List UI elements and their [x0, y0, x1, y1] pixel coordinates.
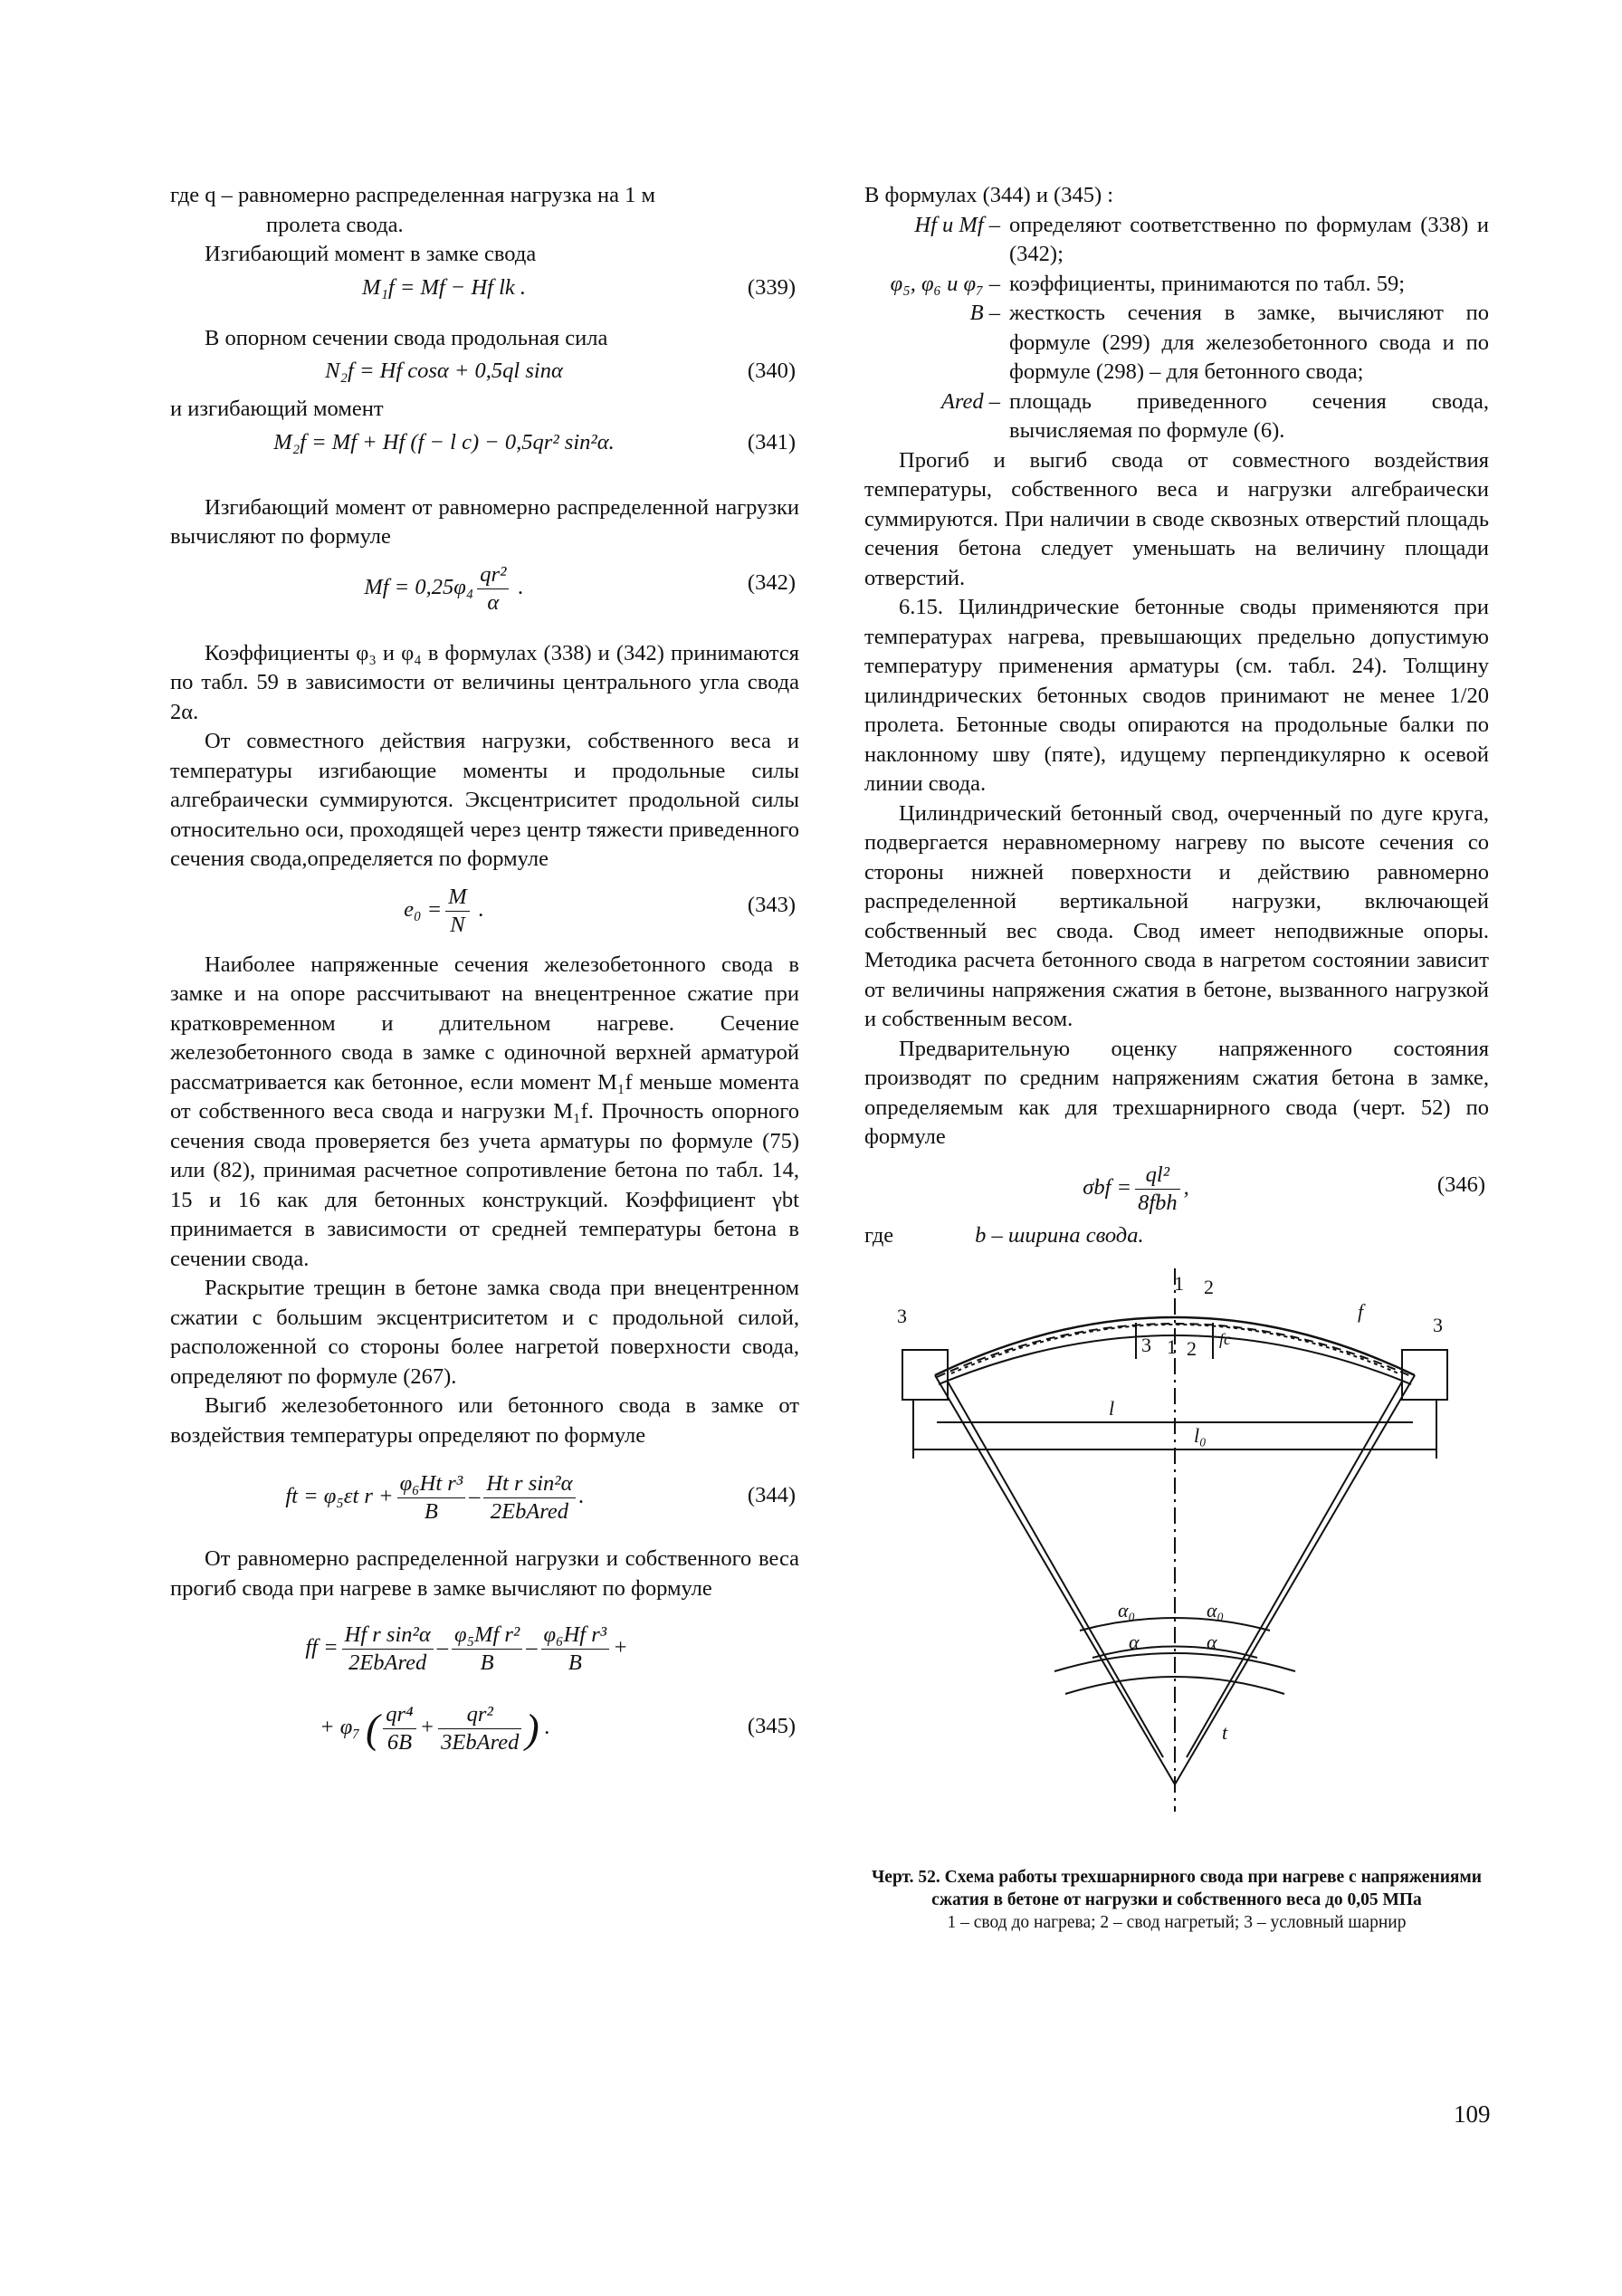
- fig-label-span-l0: l₀: [1194, 1424, 1207, 1447]
- equation-342: Mf = 0,25φ₄ $\frac{\text{qr²}}{\alpha}$ . (342): [364, 561, 796, 615]
- paragraph-deflection: Выгиб железобетонного или бетонного свода в замке от воздействия температуры определяют по формуле: [170, 1393, 799, 1448]
- paragraph-moment: и изгибающий момент: [170, 397, 384, 421]
- fig-label-span-l: l: [1109, 1397, 1115, 1420]
- figure-caption: Черт. 52. Схема работы трехшарнирного свода при нагреве с напряжениями сжатия в бетоне от нагрузки и собственного веса до 0,05 МПа: [871, 1868, 1483, 1909]
- fig-label-2: 2: [1204, 1276, 1214, 1298]
- right-support: [1402, 1350, 1447, 1400]
- equation-340: N₂f = Hf cosα + 0,5ql sinα (340): [325, 359, 796, 383]
- paragraph-mf: Изгибающий момент от равномерно распределенной нагрузки вычисляют по формуле: [170, 494, 799, 549]
- paragraph-cylindrical: Цилиндрический бетонный свод, очерченный по дуге круга, подвергается неравномерному нагреву по высоте сечения со стороны нижней поверхности и действию равномерно распределенной вертикальной нагрузки, включающей собственный вес свода. Свод имеет неподвижные опоры. Методика расчета бетонного свода в нагретом состоянии зависит от величины напряжения сжатия в бетоне, вызванного нагрузкой и собственным весом.: [864, 800, 1489, 1031]
- equation-344: ft = φ₅εt r + $\frac{\text{φ₆Ht r³}}{B}$ – $\frac{\text{Ht r sin²α}}{\text{2EbAred}}$ . (344): [285, 1471, 796, 1524]
- left-column: [170, 181, 799, 1759]
- fig-label-3-left: 3: [897, 1305, 907, 1327]
- equation-341: M₂f = Mf + Hf (f − l c) − 0,5qr² sin²α. (341): [273, 429, 796, 454]
- fig-label-alpha-right: α: [1207, 1631, 1217, 1653]
- equation-345-line1: ff = $\frac{\text{Hf r sin²α}}{\text{2EbAred}}$ – $\frac{\text{φ₅Mf r²}}{B}$ – $\frac{\text{φ₆Hf r³}}{B}$ +: [305, 1622, 628, 1675]
- figure-52-diagram: [864, 1268, 1489, 1866]
- radius-left: [935, 1375, 1175, 1784]
- paragraph-coefficients: Коэффициенты φ₃ и φ₄ в формулах (338) и (342) принимаются по табл. 59 в зависимости от величины центрального угла свода 2α.: [170, 640, 799, 724]
- fig-label-t: t: [1222, 1721, 1228, 1744]
- paragraph-sag: От равномерно распределенной нагрузки и собственного веса прогиб свода при нагреве в замке вычисляют по формуле: [170, 1546, 799, 1601]
- paragraph-joint-action: От совместного действия нагрузки, собственного веса и температуры изгибающие моменты и продольные силы алгебраически суммируются. Эксцентриситет продольной силы относительно оси, проходящей через центр тяжести приведенного сечения свода,определяется по формуле: [170, 729, 799, 871]
- var-hf-mf: Hf и Mf – определяют соответственно по формулам (338) и (342);: [914, 212, 1489, 266]
- fig-label-f: f: [1358, 1300, 1364, 1323]
- radius-right: [1175, 1375, 1415, 1784]
- fig-label-2-center: 2: [1187, 1337, 1197, 1360]
- paragraph-n2f: В опорном сечении свода продольная сила: [205, 325, 608, 350]
- paragraph-sum: Прогиб и выгиб свода от совместного воздействия температуры, собственного веса и нагрузки алгебраически суммируются. При наличии в своде сквозных отверстий площадь сечения бетона следует уменьшать на величину площади отверстий.: [864, 447, 1489, 590]
- fig-label-3-center: 3: [1141, 1334, 1151, 1356]
- page-number: 109: [1454, 2100, 1491, 2128]
- fig-label-alpha-left: α: [1129, 1631, 1140, 1653]
- arc-alpha: [1092, 1647, 1257, 1659]
- fig-label-fc: fc: [1219, 1330, 1231, 1348]
- paragraph-in-formulas: В формулах (344) и (345) :: [864, 183, 1114, 207]
- fig-label-alpha0-right: α₀: [1207, 1599, 1225, 1622]
- right-column: [864, 181, 1489, 1934]
- paragraph-cracks: Раскрытие трещин в бетоне замка свода при внецентренном сжатии с большим эксцентриситетом и с продольной силой, расположенной со стороны более нагретой поверхности свода, определяют по формуле (267).: [170, 1276, 799, 1389]
- paragraph-6-15: 6.15. Цилиндрические бетонные своды применяются при температурах нагрева, превышающих предельно допустимую температуру применения арматуры (см. табл. 24). Толщину цилиндрических бетонных сводов принимают не менее 1/20 пролета. Бетонные своды опираются на продольные балки по наклонному шву (пяте), идущему перпендикулярно к осевой линии свода.: [864, 595, 1489, 796]
- fig-label-alpha0-left: α₀: [1118, 1599, 1136, 1622]
- fig-label-1: 1: [1174, 1272, 1184, 1295]
- var-ared: Ared – площадь приведенного сечения свода, вычисляемая по формуле (6).: [940, 388, 1489, 443]
- equation-343: e₀ = $\frac{M}{N}$ . (343): [404, 884, 796, 937]
- paragraph-m1f: Изгибающий момент в замке свода: [205, 242, 537, 266]
- var-phi: φ₅, φ₆ и φ₇ – коэффициенты, принимаются по табл. 59;: [890, 271, 1406, 296]
- equation-346: σbf = $\frac{\text{ql²}}{\text{8fbh}}$ , (346): [1083, 1162, 1485, 1215]
- fig-label-1-center: 1: [1167, 1335, 1177, 1358]
- paragraph-stressed-sections: Наиболее напряженные сечения железобетонного свода в замке и на опоре рассчитывают на внецентренное сжатие при кратковременном и длительном нагреве. Сечение железобетонного свода в замке с одиночной верхней арматурой рассматривается как бетонное, если момент M₁f меньше момента от собственного веса свода и нагрузки M₁f. Прочность опорного сечения свода проверяется без учета арматуры по формуле (75) или (82), принимая расчетное сопротивление бетона по табл. 14, 15 и 16 как для бетонных конструкций. Коэффициент γbt принимается в зависимости от средней температуры бетона в сечении свода.: [170, 952, 799, 1271]
- paragraph-preliminary: Предварительную оценку напряженного состояния производят по средним напряжениям сжатия бетона в замке, определяемым как для трехшарнирного свода (черт. 52) по формуле: [864, 1036, 1489, 1149]
- q-definition: где q – равномерно распределенная нагрузка на 1 м пролета свода.: [170, 183, 655, 237]
- var-b: B – жесткость сечения в замке, вычисляют по формуле (299) для железобетонного свода и по формуле (298) – для бетонного свода;: [969, 301, 1489, 384]
- equation-339: M₁f = Mf − Hf lk . (339): [361, 274, 796, 300]
- where-b: где b – ширина свода.: [864, 1222, 1144, 1248]
- equation-345-line2: + φ₇ ( $\frac{\text{qr⁴}}{6B}$ + $\frac{\text{qr²}}{\text{3EbAred}}$ ) . (345): [320, 1702, 796, 1755]
- figure-legend: 1 – свод до нагрева; 2 – свод нагретый; 3 – условный шарнир: [947, 1913, 1407, 1932]
- fig-label-3-right: 3: [1433, 1314, 1443, 1336]
